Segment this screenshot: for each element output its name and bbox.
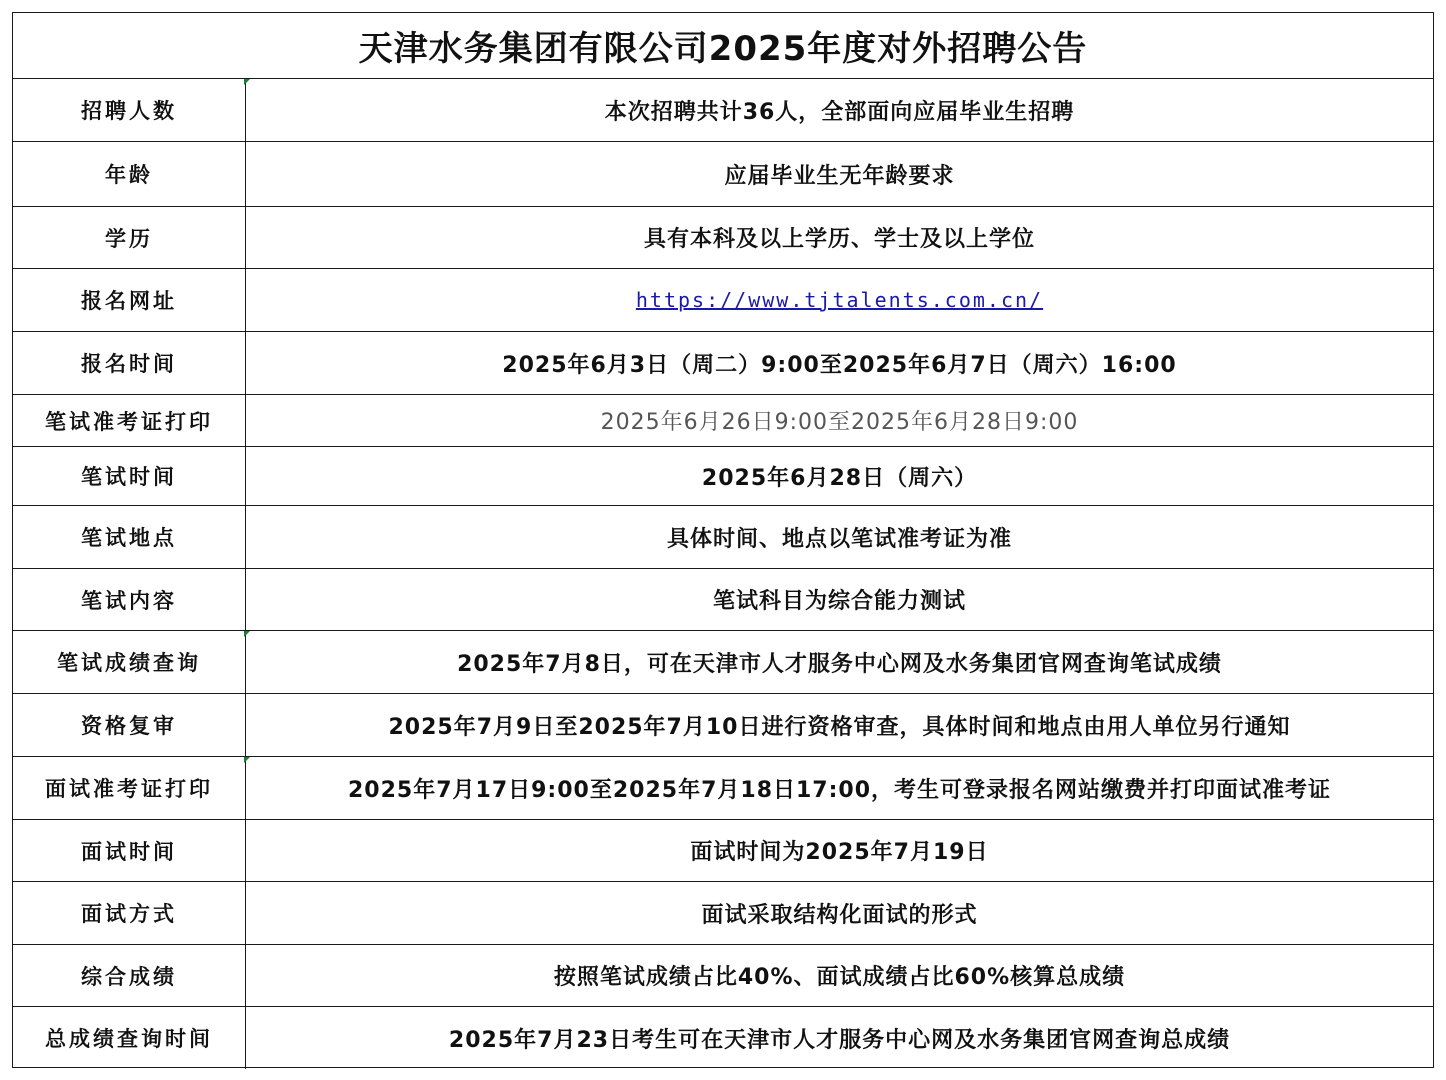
row-label: 笔试内容 xyxy=(13,569,246,630)
row-value: 2025年7月8日，可在天津市人才服务中心网及水务集团官网查询笔试成绩 xyxy=(457,651,1222,677)
row-label: 笔试成绩查询 xyxy=(13,631,246,693)
row-value: 按照笔试成绩占比40%、面试成绩占比60%核算总成绩 xyxy=(553,965,1126,990)
row-value: 2025年6月28日（周六） xyxy=(701,465,978,491)
table-row-signup-url xyxy=(13,269,1433,332)
table-row-recruit-count xyxy=(13,79,1433,142)
cell-comment-marker xyxy=(244,79,250,85)
table-row-qualification-review xyxy=(13,694,1433,757)
row-value: 2025年6月3日（周二）9:00至2025年6月7日（周六）16:00 xyxy=(502,352,1177,378)
row-value: 本次招聘共计36人，全部面向应届毕业生招聘 xyxy=(604,99,1075,125)
table-row-written-location xyxy=(13,506,1433,569)
row-label: 报名时间 xyxy=(13,332,246,394)
table-row-signup-time xyxy=(13,332,1433,395)
row-label: 面试方式 xyxy=(13,882,246,944)
row-label: 招聘人数 xyxy=(13,79,246,141)
row-value: 2025年7月9日至2025年7月10日进行资格审查，具体时间和地点由用人单位另行通知 xyxy=(388,714,1291,740)
row-label: 总成绩查询时间 xyxy=(13,1007,246,1069)
table-row-interview-time xyxy=(13,820,1433,882)
table-row-total-score-query xyxy=(13,1007,1433,1069)
title-row xyxy=(13,13,1433,79)
row-label: 学历 xyxy=(13,207,246,268)
table-row-written-time xyxy=(13,447,1433,506)
signup-url-link[interactable]: https://www.tjtalents.com.cn/ xyxy=(635,288,1044,312)
table-row-written-content xyxy=(13,569,1433,631)
row-label: 笔试地点 xyxy=(13,506,246,568)
row-value: 具体时间、地点以笔试准考证为准 xyxy=(666,526,1012,552)
row-label: 面试时间 xyxy=(13,820,246,881)
row-label: 报名网址 xyxy=(13,269,246,331)
row-label: 笔试时间 xyxy=(13,447,246,505)
row-value: 2025年7月17日9:00至2025年7月18日17:00，考生可登录报名网站缴费并打印面试准考证 xyxy=(347,777,1332,803)
row-label: 综合成绩 xyxy=(13,945,246,1006)
row-value: 2025年6月26日9:00至2025年6月28日9:00 xyxy=(600,410,1079,435)
table-row-overall-score xyxy=(13,945,1433,1007)
row-value: 2025年7月23日考生可在天津市人才服务中心网及水务集团官网查询总成绩 xyxy=(448,1027,1231,1053)
row-label: 年龄 xyxy=(13,142,246,206)
table-row-interview-ticket-print xyxy=(13,757,1433,820)
announcement-table xyxy=(12,12,1434,1068)
table-row-written-ticket-print xyxy=(13,395,1433,447)
table-row-age xyxy=(13,142,1433,207)
table-row-interview-method xyxy=(13,882,1433,945)
row-label: 面试准考证打印 xyxy=(13,757,246,819)
cell-comment-marker xyxy=(244,757,250,763)
cell-comment-marker xyxy=(244,631,250,637)
row-label: 资格复审 xyxy=(13,694,246,756)
row-label: 笔试准考证打印 xyxy=(13,395,246,446)
row-value xyxy=(246,269,1433,331)
table-row-education xyxy=(13,207,1433,269)
table-row-written-score-query xyxy=(13,631,1433,694)
row-value: 具有本科及以上学历、学士及以上学位 xyxy=(643,227,1035,252)
row-value: 笔试科目为综合能力测试 xyxy=(712,589,966,614)
row-value: 面试采取结构化面试的形式 xyxy=(701,902,978,928)
page-title: 天津水务集团有限公司2025年度对外招聘公告 xyxy=(358,29,1088,69)
row-value: 面试时间为2025年7月19日 xyxy=(690,840,989,865)
row-value: 应届毕业生无年龄要求 xyxy=(724,163,955,189)
